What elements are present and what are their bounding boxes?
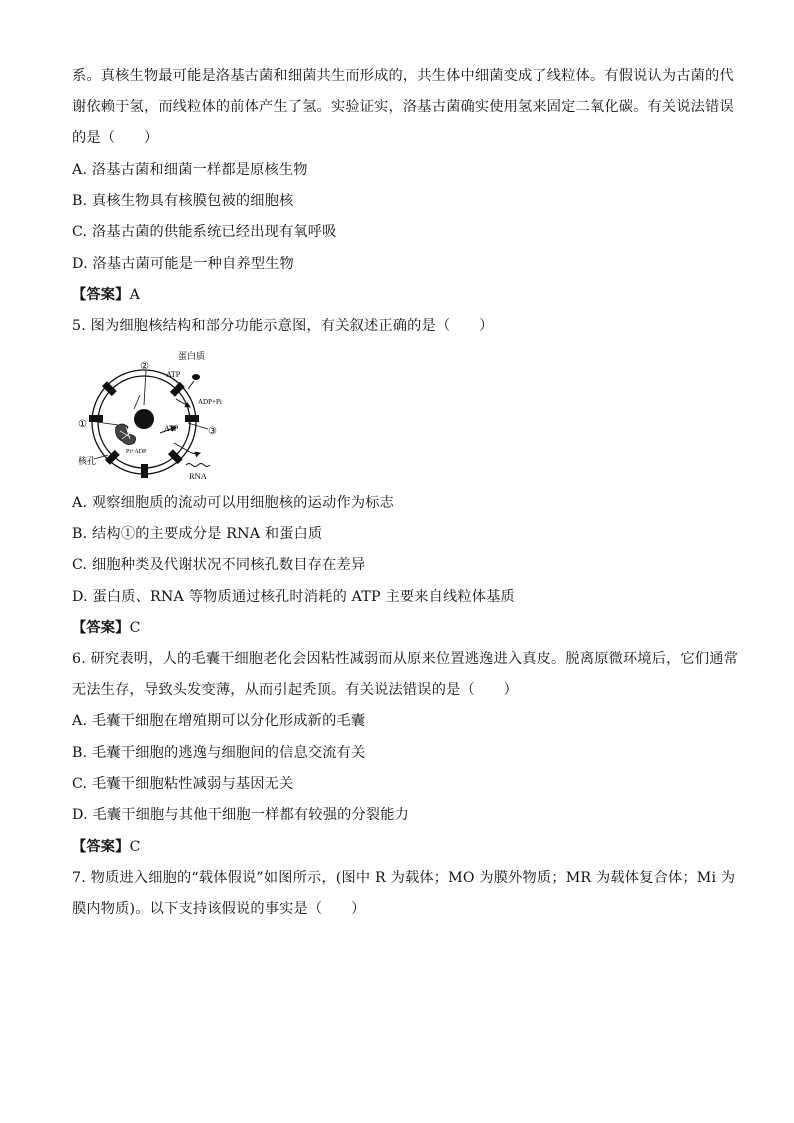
q5-option-c: C. 细胞种类及代谢状况不同核孔数目存在差异 <box>72 557 366 573</box>
q5-answer-value: C <box>129 620 141 636</box>
q5-answer <box>72 618 141 638</box>
label-atp-mid: ATP <box>164 424 179 433</box>
q6-stem-line-2: 无法生存，导致头发变薄，从而引起秃顶。有关说法错误的是（ ） <box>72 682 519 698</box>
q5-answer-label: 【答案】 <box>72 620 130 636</box>
nuclear-pore-bottom-right <box>168 449 183 464</box>
q4-stem-line-1: 系。真核生物最可能是洛基古菌和细菌共生而形成的，共生体中细菌变成了线粒体。有假说认为古菌的代 <box>72 68 734 84</box>
marker-1: ① <box>78 419 87 430</box>
label-adp-pi: ADP+Pi <box>198 398 222 406</box>
nucleolus <box>134 409 154 429</box>
q6-stem-line-1: 6. 研究表明，人的毛囊干细胞老化会因粘性减弱而从原来位置逃逸进入真皮。脱离原微环境后，它们通常 <box>72 651 739 667</box>
q5-option-a: A. 观察细胞质的流动可以用细胞核的运动作为标志 <box>72 495 395 511</box>
q4-stem-line-3: 的是（ ） <box>72 130 159 146</box>
q6-option-c: C. 毛囊干细胞粘性减弱与基因无关 <box>72 776 294 792</box>
nuclear-pore-top-right <box>170 382 185 397</box>
q4-answer-value: A <box>129 287 141 303</box>
q6-answer-label: 【答案】 <box>72 839 130 855</box>
label-nuclear-pore: 核孔 <box>78 456 97 466</box>
q4-option-c: C. 洛基古菌的供能系统已经出现有氧呼吸 <box>72 224 337 240</box>
q6-answer-value: C <box>129 839 141 855</box>
q4-stem-line-2: 谢依赖于氢，而线粒体的前体产生了氢。实验证实，洛基古菌确实使用氢来固定二氧化碳。有关说法错误 <box>72 99 734 115</box>
nuclear-pore-bottom <box>141 464 148 478</box>
q4-answer <box>72 285 140 305</box>
nucleus-diagram <box>76 347 246 485</box>
q6-option-b: B. 毛囊干细胞的逃逸与细胞间的信息交流有关 <box>72 745 366 761</box>
q7-stem-line-2: 膜内物质)。以下支持该假说的事实是（ ） <box>72 901 366 917</box>
q6-answer <box>72 837 141 857</box>
q6-option-d: D. 毛囊干细胞与其他干细胞一样都有较强的分裂能力 <box>72 807 410 823</box>
nuclear-pore-right <box>185 415 199 422</box>
q5-option-b: B. 结构①的主要成分是 RNA 和蛋白质 <box>72 526 323 542</box>
rna-strand <box>186 464 210 467</box>
q6-option-a: A. 毛囊干细胞在增殖期可以分化形成新的毛囊 <box>72 713 366 729</box>
q4-answer-label: 【答案】 <box>72 287 130 303</box>
q7-stem-line-1: 7. 物质进入细胞的“载体假说”如图所示，(图中 R 为载体；MO 为膜外物质；MR 为载体复合体；Mi 为 <box>72 870 736 886</box>
protein-molecule <box>192 374 200 380</box>
q5-option-d: D. 蛋白质、RNA 等物质通过核孔时消耗的 ATP 主要来自线粒体基质 <box>72 589 515 605</box>
label-rna: RNA <box>189 471 207 481</box>
q4-option-b: B. 真核生物具有核膜包被的细胞核 <box>72 193 294 209</box>
marker-3: ③ <box>208 426 217 437</box>
q4-option-a: A. 洛基古菌和细菌一样都是原核生物 <box>72 162 308 178</box>
label-protein: 蛋白质 <box>178 351 206 361</box>
marker-2: ② <box>140 361 149 372</box>
q5-stem: 5. 图为细胞核结构和部分功能示意图，有关叙述正确的是（ ） <box>72 318 494 334</box>
q4-option-d: D. 洛基古菌可能是一种自养型生物 <box>72 256 294 272</box>
label-atp-top: ATP <box>166 370 181 379</box>
label-pi-adp: Pi+ADP <box>126 449 147 455</box>
